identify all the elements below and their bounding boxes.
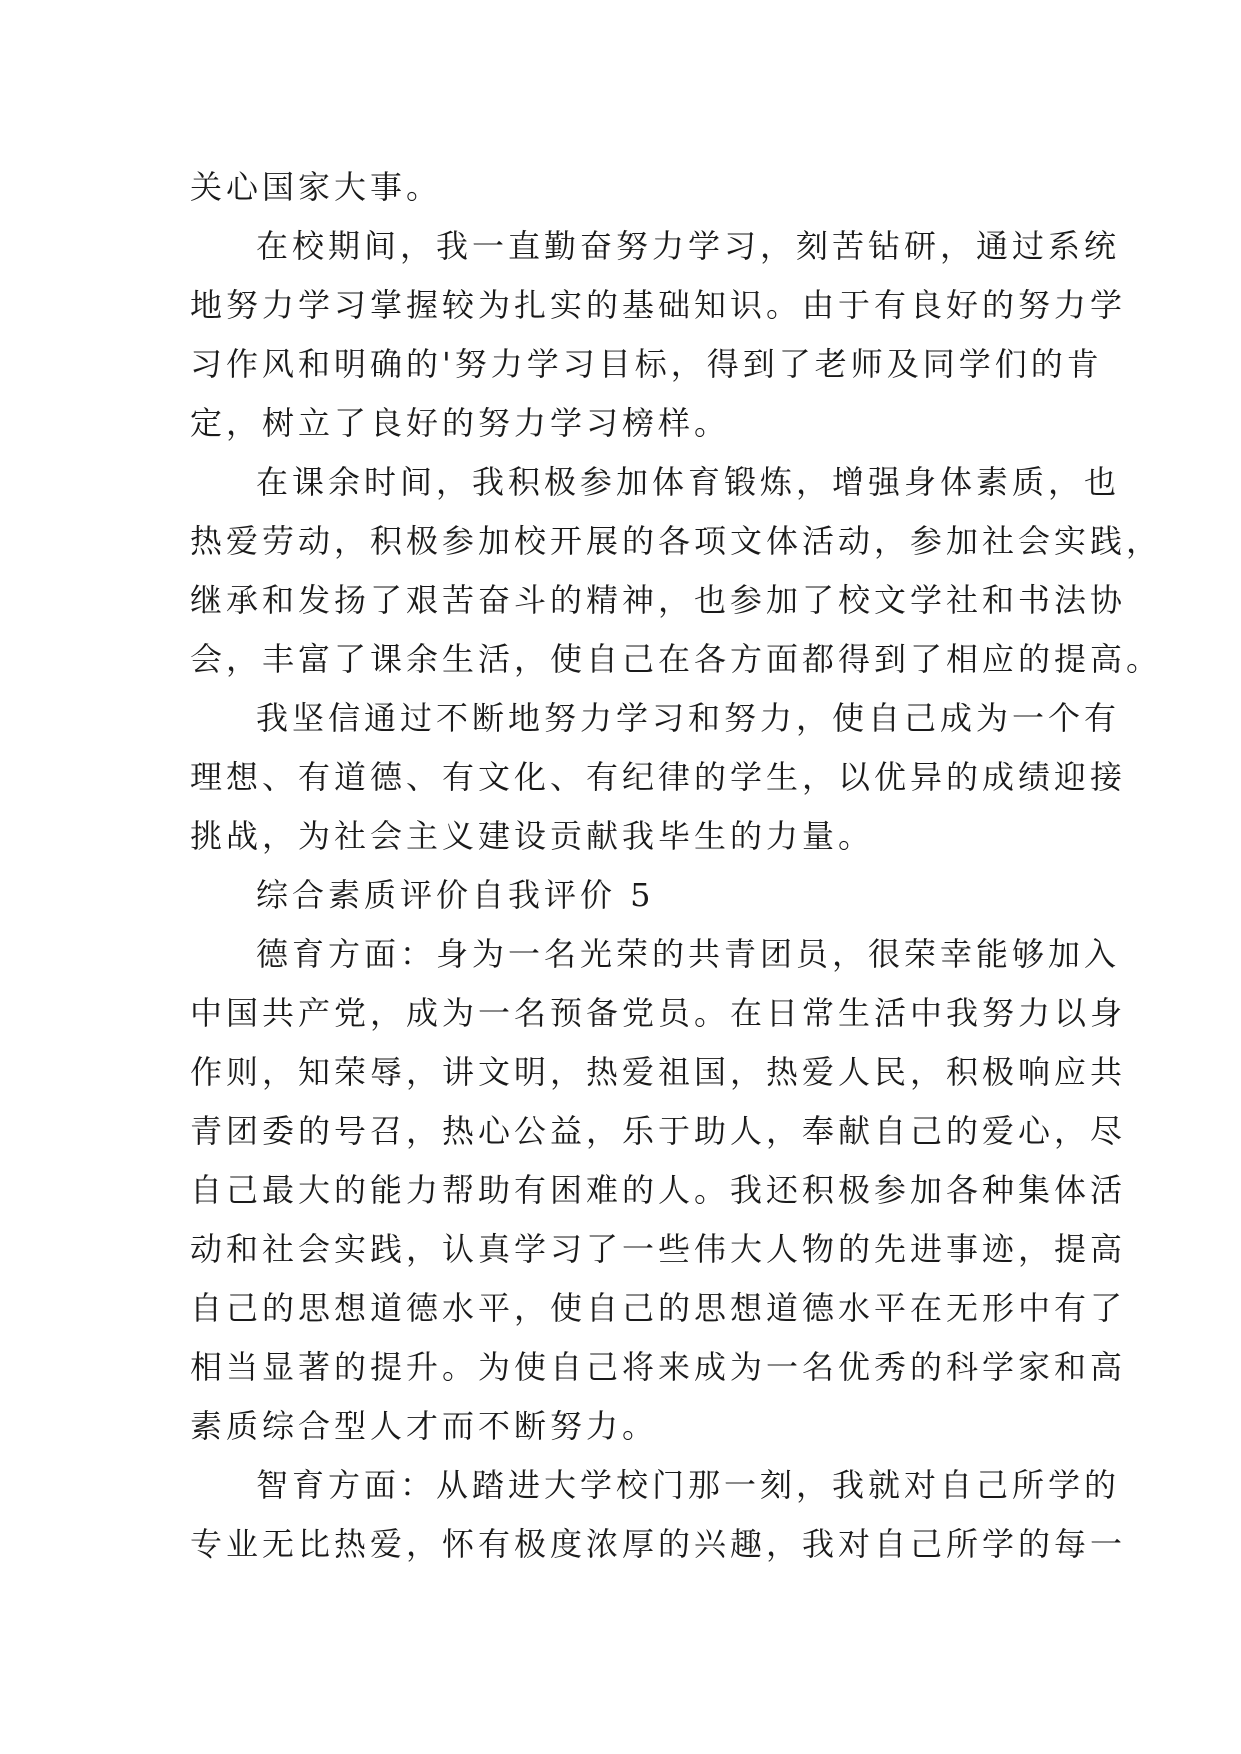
text-line: 在校期间，我一直勤奋努力学习，刻苦钻研，通过系统 <box>256 227 1121 265</box>
text-line: 智育方面：从踏进大学校门那一刻，我就对自己所学的 <box>256 1466 1121 1504</box>
text-line: 专业无比热爱，怀有极度浓厚的兴趣，我对自己所学的每一 <box>190 1525 1127 1563</box>
text-line: 习作风和明确的'努力学习目标，得到了老师及同学们的肯 <box>190 345 1103 383</box>
text-line: 青团委的号召，热心公益，乐于助人，奉献自己的爱心，尽 <box>190 1112 1127 1150</box>
document-body <box>190 158 1163 1574</box>
text-line: 关心国家大事。 <box>190 168 443 206</box>
text-line: 作则，知荣辱，讲文明，热爱祖国，热爱人民，积极响应共 <box>190 1053 1127 1091</box>
text-line: 继承和发扬了艰苦奋斗的精神，也参加了校文学社和书法协 <box>190 581 1127 619</box>
text-line: 会，丰富了课余生活，使自己在各方面都得到了相应的提高。 <box>190 640 1163 678</box>
text-line: 相当显著的提升。为使自己将来成为一名优秀的科学家和高 <box>190 1348 1127 1386</box>
text-line: 自己的思想道德水平，使自己的思想道德水平在无形中有了 <box>190 1289 1127 1327</box>
text-line: 理想、有道德、有文化、有纪律的学生，以优异的成绩迎接 <box>190 758 1127 796</box>
text-line: 地努力学习掌握较为扎实的基础知识。由于有良好的努力学 <box>190 286 1127 324</box>
text-line: 综合素质评价自我评价 5 <box>256 876 655 914</box>
text-line: 热爱劳动，积极参加校开展的各项文体活动，参加社会实践， <box>190 522 1163 560</box>
text-line: 动和社会实践，认真学习了一些伟大人物的先进事迹，提高 <box>190 1230 1127 1268</box>
text-line: 定，树立了良好的努力学习榜样。 <box>190 404 731 442</box>
text-line: 自己最大的能力帮助有困难的人。我还积极参加各种集体活 <box>190 1171 1127 1209</box>
text-line: 素质综合型人才而不断努力。 <box>190 1407 659 1445</box>
text-line: 中国共产党，成为一名预备党员。在日常生活中我努力以身 <box>190 994 1127 1032</box>
text-line: 在课余时间，我积极参加体育锻炼，增强身体素质，也 <box>256 463 1121 501</box>
text-line: 挑战，为社会主义建设贡献我毕生的力量。 <box>190 817 875 855</box>
text-line: 德育方面：身为一名光荣的共青团员，很荣幸能够加入 <box>256 935 1121 973</box>
text-line: 我坚信通过不断地努力学习和努力，使自己成为一个有 <box>256 699 1121 737</box>
